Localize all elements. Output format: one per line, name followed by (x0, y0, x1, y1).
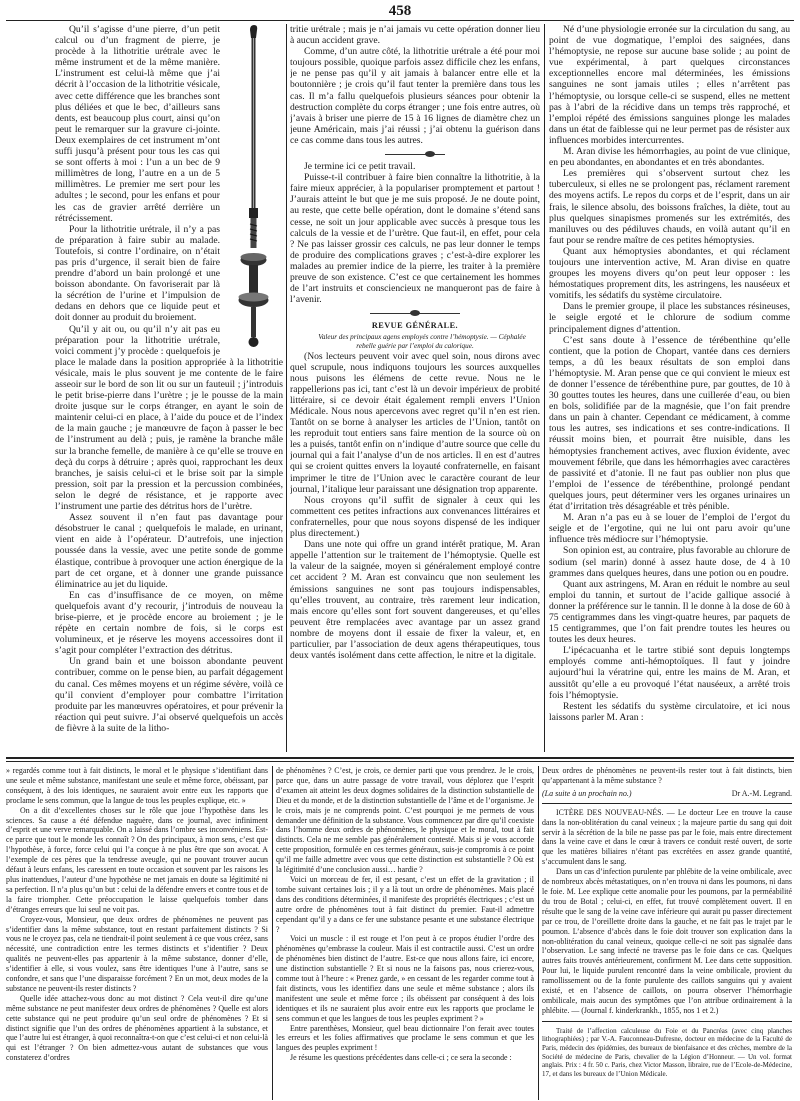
paragraph: Entre parenthèses, Monsieur, quel beau dictionnaire l’on ferait avec toutes les erreurs et les folies affirmatives que proclame le sens commun et que les langues des peuples expriment ! (276, 1023, 534, 1053)
paragraph: Dans une note qui offre un grand intérêt pratique, M. Aran appelle l’attention sur le traitement de l’hémoptysie. Quelle est la valeur de la saignée, moyen si généralement employé contre cet accident ? M. Aran est convaincu que non seulement les émissions sanguines ne sont pas toujours indispensables, qu’elles trouvent, au contraire, très rarement leur indication, mais encore qu’elles sont fort souvent dangereuses, et qu’elles peuvent être remplacées avec avantage par un assez grand nombre de moyens dont il essaie de fixer la valeur, et, en particulier, par l’association de deux agens thérapeutiques, tous deux vantés isolément dans cette affection, le nitre et la digitale. (290, 539, 540, 662)
paragraph: C’est sans doute à l’essence de térébenthine qu’elle contient, que la potion de Chopart, vantée dans ces derniers temps, a dû les beaux résultats de son emploi dans l’hémoptysie. M. Aran pense que ce qui convient le mieux est de donner l’essence de térébenthine pure, par gouttes, de 10 à 30 gouttes toutes les heures, dans une cuillerée d’eau, ou bien en bols, solidifiée par de la magnésie, que l’on fait prendre dans un pain à chanter. Cependant ce médicament, à comme tous les autres, ses indications et ses contre-indications. Il réussit moins bien, et pourrait être nuisible, dans les hémoptysies franchement actives, avec fluxion évidente, avec mouvement fébrile, que dans les hémorrhagies avec caractères de passivité et d’atonie. Il ne faut pas oublier non plus que l’emploi de l’essence de térébenthine, prolongé pendant quelques jours, peut déterminer vers les organes urinaires un état d’irritation très désagréable et très pénible. (549, 334, 790, 513)
column-1 (55, 24, 283, 752)
paragraph: Les premières qui s’observent surtout chez les tuberculeux, si elles ne se prolongent pas, réclament rarement des moyens actifs. Le repos du corps et de l’esprit, dans un air frais, le silence absolu, des boissons fraîches, la diète, tout au plus quelques sinapismes promenés sur les extrémités, des maniluves ou des pédiluves chauds, en voilà autant qu’il en faut pour se rendre maître de ces petites hémoptysies. (549, 168, 790, 246)
paragraph: Assez souvent il n’en faut pas davantage pour désobstruer le canal ; quelquefois le malade, en urinant, vient en aide à l’opérateur. D’autrefois, une injection poussée dans la vessie, avec une petite sonde de gomme élastique, contribue à provoquer une action énergique de la part de cet organe, et à donner une grande puissance éliminatrice au jet du liquide. (55, 512, 283, 590)
paragraph: de phénomènes ? C’est, je crois, ce dernier parti que vous prendrez. Je le crois, parce que, dans un autre passage de votre travail, vous déplorez que l’esprit d’examen ait atteint les deux dogmes solidaires de la distinction substantielle de Dieu et du monde, et de la distinction substantielle de l’âme et de l’organisme. Je le crois, mais je ne comprends point. C’est pourquoi je me permets de vous demander une définition de la substance. Vous commencez par dire qu’il coexiste dans l’homme deux ordres de phénomènes, le physique et le moral, tout à fait distincts. Cela ne me semble pas généralement contesté. Mais si je vous accorde cette proposition, formulée en ces termes généraux, suis-je compromis à ce point qu’il me faille admettre avec vous que cette distinction est substantielle ? Où est la légitimité d’une conclusion aussi… hardie ? (276, 766, 534, 875)
paragraph: Un grand bain et une boisson abondante peuvent contribuer, comme on le pense bien, au parfait dégagement du canal. Ces mêmes moyens et un régime sévère, voilà ce qu’il convient d’employer pour combattre l’irritation produite par les manœuvres opératoires, et pour prévenir la réaction qui peut suivre. J’ai observé quelquefois un accès de fièvre à la suite de la litho- (55, 656, 283, 734)
feuilleton-column-2 (276, 766, 534, 1100)
bottom-column-rule-2 (538, 766, 539, 1100)
column-2 (290, 24, 540, 752)
paragraph: Quelle idée attachez-vous donc au mot distinct ? Cela veut-il dire qu’une même substance ne peut manifester deux ordres de phénomènes ? Quelle est alors cette substance qui ne peut produire qu’un seul ordre de phénomènes ? Et si distinct signifie que l’un des ordres de phénomènes appartient à la substance, et que l’autre lui est étranger, à quoi reconnaîtra-t-on que c’est celui-ci et non celui-là qui est l’étranger ? On bien admettez-vous autant de substances que vous constaterez d’ordres (6, 993, 268, 1063)
paragraph: M. Aran n’a pas eu à se louer de l’emploi de l’ergot du seigle et de l’ergotine, qui ne lui ont paru avoir qu’une influence très médiocre sur l’hémoptysie. (549, 512, 790, 546)
paragraph: Quant aux astringens, M. Aran en réduit le nombre au seul emploi du tannin, et surtout de l’acide gallique associé à donner la préférence sur le tannin. Il le donne à la dose de 60 à 75 centigrammes dans les vingt-quatre heures, par paquets de 15 centigrammes, que l’on fait prendre toutes les heures ou toutes les deux heures. (549, 578, 790, 646)
paragraph: Dans le premier groupe, il place les substances résineuses, le seigle ergoté et le chlorure de sodium comme principalement dignes d’attention. (549, 301, 790, 335)
feuilleton-column-3 (542, 766, 792, 1100)
paragraph: Nous croyons qu’il suffit de signaler à ceux qui les commettent ces petites infractions aux convenances littéraires et confraternelles, pour que nous soyons dispensé de les indiquer plus directement.) (290, 494, 540, 540)
paragraph: On a dit d’excellentes choses sur le rôle que joue l’hypothèse dans les sciences. Sa cause a été défendue naguère, dans ce journal, avec infiniment d’esprit et une verve remarquable. On a laissé dans l’ombre ses inconvéniens. Est-ce parce que tout le monde les connaît ? On des principaux, à mon sens, c’est que l’hypothèse, à force, force celui qui l’a conçue à ne plus être que son avocat. A l’exemple de ces pères que la tendresse aveugle, qui ne pouvant trouver aucun défaut à leurs enfans, les caressent en toute occasion et souvent par les raisons les plus inattendues, l’auteur d’une hypothèse ne met jamais en doute sa légitimité ni sa perfection. Il n’a plus qu’un but : celui de la défendre envers et contre tous et de la faire triompher. Cette préoccupation le laisse quelquefois tomber dans d’étranges erreurs que lui seul ne voit pas. (6, 805, 268, 914)
bottom-column-rule-1 (272, 766, 273, 1100)
paragraph: » regardés comme tout à fait distincts, le moral et le physique s’identifiant dans une seule et même substance, manifestant une seule et même force, obéissant, par conséquent, à des lois identiques, ne sauraient avoir entre eux les rapports que proclame le sens commun, que la langue de tous les peuples explique, etc. » (6, 766, 268, 805)
paragraph: Comme, d’un autre côté, la lithotritie urétrale a été pour moi toujours possible, quoique parfois assez difficile chez les enfans, je ne pense pas qu’il y ait jamais à balancer entre elle et la boutonnière ; je crois qu’il faut tenter la première dans tous les cas. Il m’a fallu quelquefois plusieurs séances pour obtenir la destruction complète du corps étranger ; une fois entre autres, où j’avais à briser une pierre de 15 à 16 lignes de diamètre chez un jeune Américain, mais j’ai réussi ; j’ai obtenu la guérison dans ce cas comme dans tous les autres. (290, 46, 540, 146)
paragraph: Qu’il y ait ou, ou qu’il n’y ait pas eu préparation pour la lithotritie urétrale, voici comment j’y procède : quelquefois je place le malade dans la position appropriée à la lithotritie vésicale, mais le plus souvent je me contente de le faire asseoir sur le bord de son lit ou sur un fauteuil ; j’introduis le petit brise-pierre dans l’urètre ; je le pousse de la main droite jusque sur le corps étranger, en ayant le soin de maintenir celui-ci en place, à l’aide du pouce et de l’index de la main gauche ; je manœuvre de façon à passer le bec de l’instrument au delà ; puis, je ramène la branche mâle sur la branche femelle, de manière à ce qu’elle se trouve en deçà du corps à détruire ; après quoi, rapprochant les deux branches, je saisis celui-ci et le brise soit par la simple pression, soit par la pression et la percussion combinées, selon le degré de résistance, et je rapporte avec l’instrument une partie des détritus hors de l’urètre. (55, 323, 283, 513)
column-rule-2 (544, 24, 545, 752)
feuilleton-column-1 (6, 766, 268, 1100)
paragraph: Qu’il s’agisse d’une pierre, d’un petit calcul ou d’un fragment de pierre, je procède à la lithotritie urétrale avec le même instrument et de la même manière. L’instrument est celui-là même que j’ai décrit à l’occasion de la lithotritie vésicale, avec cette différence que les branches sont plus déliées et que le bec, d’ailleurs sans dents, est beaucoup plus court, ainsi qu’on peut le remarquer sur la gravure ci-jointe. Deux exemplaires de cet instrument m’ont suffi jusqu’à présent pour tous les cas qui se sont offerts à moi : l’un a un bec de 9 millimètres de long, l’autre en a un de 5 millimètres. Le premier me sert pour les adultes ; le second, pour les enfans et pour les cas de gravier arrêté derrière un rétrécissement. (55, 24, 220, 224)
paragraph: Dans un cas d’infection purulente par phlébite de la veine ombilicale, avec de nombreux abcès métastatiques, on n’en trouva ni dans les poumons, ni dans le foie. M. Lee explique cette anomalie pour les poumons, par la perméabilité du trou de Botal ; celui-ci, en effet, fut trouvé complètement ouvert. Il en résulte que le sang de la veine cave inférieure qui aurait pu passer directement par ce trou, de l’oreillette droite dans la gauche, et ne fait pas le trajet par le poumon. L’absence d’abcès dans le foie doit trouver son explication dans la non-oblitération du canal veineux, quoique celle-ci ne soit pas signalée dans l’observation. Le sang infecté ne traverse pas le foie dans ce cas. Quelques autres faits trouvés antérieurement, confirment M. Lee dans cette supposition. Pour lui, le liquide purulent rencontré dans la veine ombilicale, provient du ramollissement ou de la fonte purulente des caillots sanguins qui y avaient existé, et en l’absence de caillots, on pourra observer l’hémorrhagie ombilicale, mais aucun des symptômes que l’on attribue ordinairement à la phlébite. — (Journal f. kinderkrankh., 1855, nos 1 et 2.) (542, 867, 792, 1015)
paragraph: Deux ordres de phénomènes ne peuvent-ils rester tout à fait distincts, bien qu’appartenant à la même substance ? (542, 766, 792, 785)
book-notice: Traité de l’affection calculeuse du Foie et du Pancréas (avec cinq planches lithographiées) ; par V.-A. Fauconneau-Dufresne, docteur en médecine de la Faculté de Paris, médecin des épidémies, des bureaux de bienfaisance et des crèches, membre de la Société de médecine de Paris, chevalier de la Légion d’Honneur. — Un vol. format anglais. Prix : 4 fr. 50 c. Paris, chez Victor Masson, libraire, rue de l’Ecole-de-Médecine, 17, et dans les bureaux de l’Union Médicale. (542, 1026, 792, 1078)
section-divider (370, 310, 460, 316)
signature-row (542, 789, 792, 799)
paragraph: tritie urétrale ; mais je n’ai jamais vu cette opération donner lieu à aucun accident grave. (290, 24, 540, 47)
paragraph: Quant aux hémoptysies abondantes, et qui réclament toujours une intervention active, M. Aran divise en quatre groupes les moyens divers qu’on peut leur opposer : les hémostatiques proprement dits, les astringens, les nauséeux et vomitifs, les sédatifs du système circulatoire. (549, 245, 790, 302)
author-signature: Dr A.-M. Legrand. (731, 788, 792, 798)
paragraph: ICTÈRE DES NOUVEAU-NÉS. — Le docteur Lee en trouve la cause dans la non-oblitération du canal veineux ; la majeure partie du sang qui doit servir à la sécrétion de la bile ne passe pas par le foie, mais entre directement dans la veine cave et dans le cœur à travers ce conduit resté ouvert, de sorte que les matières biliaires n’étant pas excrétées en assez grande quantité, s’accumulent dans le sang. (542, 807, 792, 867)
paragraph: Puisse-t-il contribuer à faire bien connaître la lithotritie, à la faire mieux apprécier, à la populariser promptement et partout ! J’aurais atteint le but que je me suis proposé. Je ne doute point, au reste, que cette belle opération, dont le domaine s’étend sans cesse, ne soit un jour applicable avec succès à presque tous les calculs de la vessie et de l’urètre. Que faut-il, en effet, pour cela ? Ne pas laisser grossir ces calculs, ne pas leur donner le temps de produire des complications graves ; c’est-à-dire explorer les malades au premier indice de la pierre, les traiter à la première preuve de son existence. C’est ce que certainement les hommes de l’art instruits et consciencieux ne manqueront pas de faire à l’avenir. (290, 172, 540, 306)
paragraph: Je résume les questions précédentes dans celle-ci ; ce sera la seconde : (290, 1053, 512, 1063)
section-heading: REVUE GÉNÉRALE. (371, 321, 459, 331)
continuation-note: (La suite à un prochain no.) (542, 788, 632, 798)
lithotrite-icon (223, 24, 283, 352)
paragraph: Né d’une physiologie erronée sur la circulation du sang, au point de vue dogmatique, l’emploi des saignées, dans l’hémoptysie, ne repose sur aucune base solide ; au point de vue expérimental, à part quelques circonstances exceptionnelles encore mal déterminées, les émissions sanguines ne sont jamais utiles ; elles n’arrêtent pas l’hémoptysie, ou lorsque celle-ci se suspend, elles ne mettent pas à l’abri de la récidive dans un temps très rapproché, et l’emploi répété des émissions sanguines plonge les malades dans un état de faiblesse qui ne leur permet pas de résister aux influences morbides intercurrentes. (549, 24, 790, 146)
paragraph: Voici un morceau de fer, il est pesant, c’est un effet de la gravitation ; il tombe suivant certaines lois ; il y a là tout un ordre de phénomènes. Mais placé dans des conditions déterminées, il manifeste des propriétés électriques ; c’est un autre ordre de phénomènes tout à fait distinct du premier. Faut-il admettre cependant qu’il y a dans ce fer une substance pesante et une substance électrique ? (276, 874, 534, 934)
divider (542, 1021, 792, 1022)
paragraph: Pour la lithotritie urétrale, il n’y a pas de préparation à faire subir au malade. Toutefois, si contre l’ordinaire, on n’était pas pris d’urgence, il serait bien de faire prendre d’abord un bain prolongé et une boisson abondante. On favoriserait par là la sécrétion de l’urine et l’impulsion de dedans en dehors que ce liquide peut et doit donner au produit du broiement. (55, 223, 220, 324)
paragraph: Restent les sédatifs du système circulatoire, et ici nous laissons parler M. Aran : (549, 700, 790, 723)
feuilleton-rule (6, 757, 794, 759)
paragraph: Croyez-vous, Monsieur, que deux ordres de phénomènes ne peuvent pas s’identifier dans la même substance, tout en restant parfaitement distincts ? Si vous ne le croyez pas, cela ne tiendrait-il point seulement à ce que vous créez, sans nécessité, une contradiction entre les termes distincts et s’identifier ? Deux qualités ne peuvent-elles pas appartenir à la même substance, donner d’elle, s’identifier à elle, si vous voulez, sans être identiques l’une à l’autre, sans se confondre, et sans que l’une disparaisse forcément ? En un mot, deux modes de la substance ne peuvent-ils rester distincts ? (6, 914, 268, 993)
lithotrite-engraving (223, 24, 283, 352)
column-rule-1 (286, 24, 287, 752)
divider (542, 803, 792, 804)
paragraph: L’ipécacuanha et le tartre stibié sont depuis longtemps employés comme anti-hémoptoïques. Il faut y joindre aujourd’hui la vératrine qui, entre les mains de M. Aran, et aussitôt qu’elle a eu provoqué l’état nauséeux, a arrêté trois fois l’hémoptysie. (549, 645, 790, 701)
section-subtitle: Valeur des principaux agens employés contre l’hémoptysie. — Céphalée rebelle guérie par l’emploi du calorique. (318, 333, 526, 350)
paragraph: M. Aran divise les hémorrhagies, au point de vue clinique, en peu abondantes, en abondantes et en très abondantes. (549, 146, 790, 169)
feuilleton-rule-thin (6, 761, 794, 762)
page-number: 458 (388, 3, 412, 19)
header-rule (6, 20, 794, 21)
paragraph: Voici un muscle : il est rouge et l’on peut à ce propos étudier l’ordre des phénomènes qu’embrasse la couleur. Mais il est contractile aussi. C’est un ordre de phénomènes bien distinct de l’autre. Est-ce que nous allons faire, ici encore, une distinction substantielle ? Et si nous ne la faisons pas, nous crierez-vous, comme tout à l’heure : « Prenez garde, » en cessant de les regarder comme tout à fait distincts, vous les identifiez dans une seule et même substance ; alors ils manifestent une seule et même force ; ils obéissent par conséquent à des lois identiques et ils ne sauraient plus avoir entre eux les rapports que proclame le sens commun et que les langues de tous les peuples expriment ? » (276, 934, 534, 1023)
paragraph: Son opinion est, au contraire, plus favorable au chlorure de sodium (sel marin) donné à assez haute dose, de 4 à 10 grammes dans quelques heures, dans une potion ou en poudre. (549, 545, 790, 579)
paragraph: (Nos lecteurs peuvent voir avec quel soin, nous dirons avec quel scrupule, nous indiquons toujours les sources auxquelles nous puisons les élémens de cette revue. Nous ne le rappellerions pas ici, tant c’est là un devoir impérieux de probité littéraire, si ce devoir était également rempli envers l’Union Médicale. Nous nous apercevons avec regret qu’il n’en est rien. Tantôt on se borne à analyser les articles de l’Union, tantôt on les reproduit tout entiers sans faire mention de la source où on les a puisés, tantôt enfin on n’indique d’autre source que celle du journal qui a fait l’analyse d’un de nos articles. Il en est d’autres qui se croient quittes envers la loyauté confraternelle, en faisant imprimer le titre de l’Union avec le caractère courant de leur journal, l’italique leur paraissant une désignation trop apparente. (290, 350, 540, 495)
paragraph: En cas d’insuffisance de ce moyen, on même quelquefois avant d’y recourir, j’introduis de nouveau la brise-pierre, et je procède encore au broiement ; je le répète en certain nombre de fois, si le corps est volumineux, et je réserve les moyens accessoires dont il s’agit pour compléter l’extraction des détritus. (55, 589, 283, 657)
column-3 (549, 24, 790, 752)
section-divider (385, 151, 445, 157)
paragraph: Je termine ici ce petit travail. (304, 161, 416, 173)
